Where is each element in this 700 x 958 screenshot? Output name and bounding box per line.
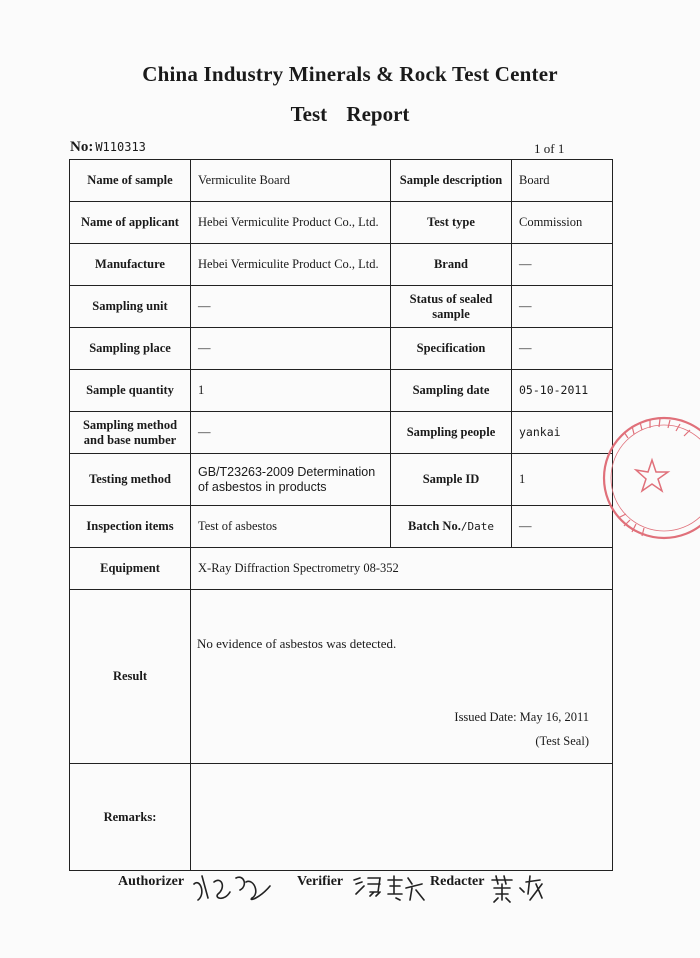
result-row bbox=[70, 590, 613, 764]
field-value: Commission bbox=[512, 202, 613, 244]
field-label: Sampling method and base number bbox=[70, 412, 191, 454]
field-label: Sampling people bbox=[391, 412, 512, 454]
field-label: Name of applicant bbox=[70, 202, 191, 244]
remarks-value bbox=[191, 764, 613, 871]
field-label: Sample ID bbox=[391, 454, 512, 506]
authorizer-signature bbox=[188, 868, 283, 906]
field-value: GB/T23263-2009 Determination of asbestos in products bbox=[191, 454, 391, 506]
table-row bbox=[70, 412, 613, 454]
test-seal-note: (Test Seal) bbox=[535, 734, 589, 748]
page-info: 1 of 1 bbox=[534, 141, 565, 156]
field-value: — bbox=[512, 506, 613, 548]
report-number bbox=[70, 139, 146, 156]
field-value: 1 bbox=[512, 454, 613, 506]
field-value: Hebei Vermiculite Product Co., Ltd. bbox=[191, 244, 391, 286]
report-number-value: W110313 bbox=[95, 140, 146, 154]
field-value: yankai bbox=[512, 412, 613, 454]
table-row bbox=[70, 328, 613, 370]
field-value: — bbox=[191, 286, 391, 328]
field-value: Board bbox=[512, 160, 613, 202]
table-row bbox=[70, 506, 613, 548]
report-number-label: No: bbox=[70, 139, 94, 155]
verifier-label: Verifier bbox=[297, 874, 344, 889]
signature-footer bbox=[0, 868, 700, 908]
verifier-signature bbox=[350, 870, 428, 904]
field-label: Name of sample bbox=[70, 160, 191, 202]
field-label: Manufacture bbox=[70, 244, 191, 286]
field-value: 1 bbox=[191, 370, 391, 412]
issued-date-label: Issued Date: bbox=[454, 710, 517, 724]
remarks-label: Remarks: bbox=[70, 764, 191, 871]
field-label: Status of sealed sample bbox=[391, 286, 512, 328]
authorizer-label: Authorizer bbox=[118, 874, 185, 889]
field-label: Sampling unit bbox=[70, 286, 191, 328]
field-label: Equipment bbox=[70, 548, 191, 590]
report-title: China Industry Minerals & Rock Test Center bbox=[142, 62, 558, 86]
field-label: Sampling date bbox=[391, 370, 512, 412]
field-label: Inspection items bbox=[70, 506, 191, 548]
remarks-row bbox=[70, 764, 613, 871]
field-label: Test type bbox=[391, 202, 512, 244]
redacter-label: Redacter bbox=[430, 874, 485, 889]
test-seal-stamp bbox=[598, 410, 700, 546]
table-row bbox=[70, 370, 613, 412]
report-subtitle: Test Report bbox=[290, 102, 410, 126]
issued-date-value: May 16, 2011 bbox=[519, 710, 589, 724]
result-text: No evidence of asbestos was detected. bbox=[197, 636, 397, 651]
field-value: X-Ray Diffraction Spectrometry 08-352 bbox=[191, 548, 613, 590]
table-row bbox=[70, 244, 613, 286]
table-row bbox=[70, 202, 613, 244]
field-value: — bbox=[191, 328, 391, 370]
field-label: Sample description bbox=[391, 160, 512, 202]
report-table bbox=[69, 159, 613, 871]
result-label: Result bbox=[70, 590, 191, 764]
table-row bbox=[70, 548, 613, 590]
issued-date bbox=[454, 710, 589, 725]
table-row bbox=[70, 286, 613, 328]
field-value: — bbox=[512, 328, 613, 370]
table-row bbox=[70, 160, 613, 202]
field-value: — bbox=[512, 244, 613, 286]
redacter-signature bbox=[490, 870, 552, 904]
field-label bbox=[391, 506, 512, 548]
table-row bbox=[70, 454, 613, 506]
field-value: Vermiculite Board bbox=[191, 160, 391, 202]
field-value: Hebei Vermiculite Product Co., Ltd. bbox=[191, 202, 391, 244]
field-value: Test of asbestos bbox=[191, 506, 391, 548]
field-label: Sample quantity bbox=[70, 370, 191, 412]
batch-no-label-suffix: /Date bbox=[460, 520, 494, 533]
field-label: Testing method bbox=[70, 454, 191, 506]
field-value: 05-10-2011 bbox=[512, 370, 613, 412]
field-value: — bbox=[191, 412, 391, 454]
result-cell bbox=[191, 590, 613, 764]
field-label: Specification bbox=[391, 328, 512, 370]
batch-no-label: Batch No. bbox=[408, 519, 461, 533]
field-label: Brand bbox=[391, 244, 512, 286]
field-label: Sampling place bbox=[70, 328, 191, 370]
field-value: — bbox=[512, 286, 613, 328]
